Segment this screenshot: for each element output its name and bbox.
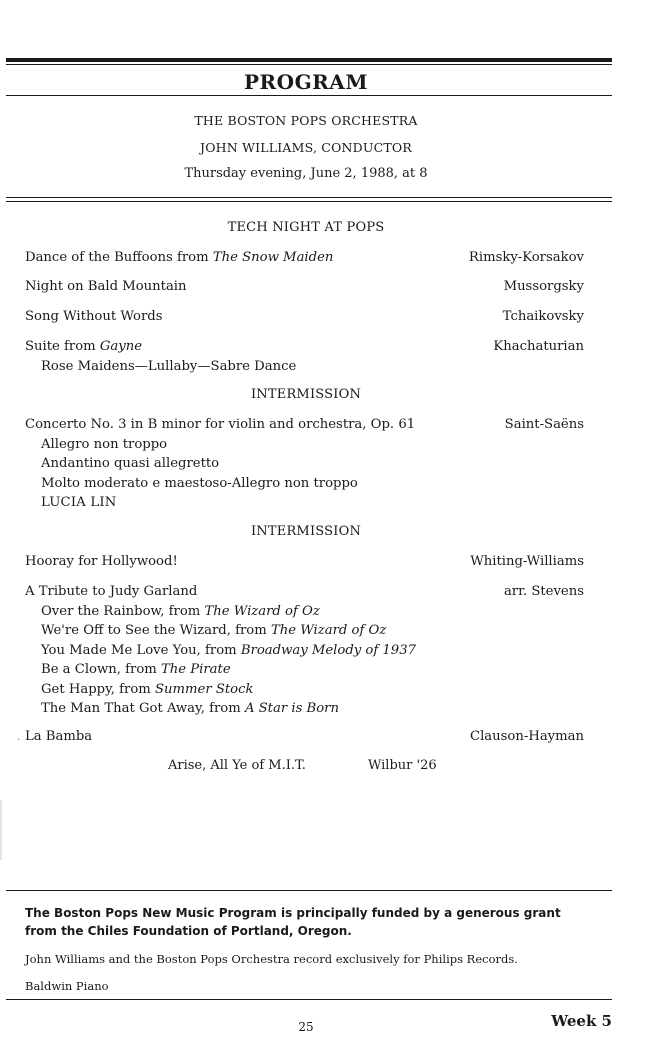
piano-note: Baldwin Piano: [25, 979, 109, 993]
encore-composer: Wilbur '26: [368, 758, 437, 773]
top-thick-rule: [6, 58, 612, 62]
composer: Mussorgsky: [503, 279, 584, 294]
conductor-line: JOHN WILLIAMS, CONDUCTOR: [200, 140, 412, 155]
song: Get Happy, from Summer Stock: [41, 681, 254, 697]
composer: Rimsky-Korsakov: [468, 250, 584, 265]
composer: Tchaikovsky: [502, 309, 584, 324]
program-item: Hooray for Hollywood! Whiting-Williams: [25, 552, 584, 572]
top-thin-rule: [6, 64, 612, 65]
title-rule: [6, 95, 612, 96]
program-item: La Bamba Clauson-Hayman: [25, 727, 584, 747]
composer: Whiting-Williams: [470, 554, 584, 569]
movement: Molto moderato e maestoso-Allegro non troppo: [41, 475, 358, 491]
page-number: 25: [298, 1020, 314, 1034]
header-double-rule-top: [6, 197, 612, 198]
composer: Saint-Saëns: [504, 417, 584, 432]
week-label: Week 5: [551, 1012, 612, 1030]
song: Over the Rainbow, from The Wizard of Oz: [41, 603, 320, 619]
bottom-rule: [6, 999, 612, 1000]
program-item: Dance of the Buffoons from The Snow Maiden Rimsky-Korsakov: [25, 248, 584, 268]
song: The Man That Got Away, from A Star is Born: [41, 701, 339, 716]
grant-note: The Boston Pops New Music Program is principally funded by a generous grant from the Chiles Foundation of Portland, Oregon.: [25, 906, 561, 938]
soloist: LUCIA LIN: [41, 495, 117, 510]
event-title: TECH NIGHT AT POPS: [227, 220, 385, 235]
song: You Made Me Love You, from Broadway Melody of 1937: [41, 642, 416, 658]
program-item-garland: A Tribute to Judy Garland arr. Stevens Over the Rainbow, from The Wizard of Oz We're Off to See the Wizard, from The Wizard of Oz You Made Me Love You, from Broadway Melody of 1937 Be a Clown, from The Pirate Get Happy, from Summer Stock The Man That Got Away, from A Star is Born: [25, 582, 584, 719]
program-item: Suite from Gayne Khachaturian Rose Maidens—Lullaby—Sabre Dance: [25, 337, 584, 376]
encore-title: Arise, All Ye of M.I.T.: [168, 758, 306, 773]
page-title: PROGRAM: [244, 70, 368, 94]
movement: Allegro non troppo: [41, 436, 168, 452]
orchestra-name: THE BOSTON POPS ORCHESTRA: [194, 113, 418, 128]
song: We're Off to See the Wizard, from The Wizard of Oz: [41, 623, 387, 638]
page-edge-shadow: [0, 800, 2, 860]
intermission-1: INTERMISSION: [250, 387, 362, 402]
movement: Andantino quasi allegretto: [41, 456, 220, 471]
arranger: arr. Stevens: [503, 584, 584, 599]
composer: Clauson-Hayman: [470, 729, 584, 744]
concert-date: Thursday evening, June 2, 1988, at 8: [184, 166, 428, 181]
program-item: Night on Bald Mountain Mussorgsky: [25, 277, 584, 297]
footer-rule: [6, 890, 612, 891]
composer: Khachaturian: [493, 339, 584, 354]
song: Be a Clown, from The Pirate: [41, 662, 231, 677]
records-note: John Williams and the Boston Pops Orchestra record exclusively for Philips Records.: [25, 952, 518, 966]
intermission-2: INTERMISSION: [250, 524, 362, 539]
suite-movements: Rose Maidens—Lullaby—Sabre Dance: [41, 358, 297, 374]
program-item-concerto: Concerto No. 3 in B minor for violin and orchestra, Op. 61 Saint-Saëns Allegro non troppo Andantino quasi allegretto Molto moderato e maestoso-Allegro non troppo LUCIA LIN: [25, 415, 584, 513]
program-item: Song Without Words Tchaikovsky: [25, 307, 584, 327]
scan-mark: .: [17, 732, 21, 743]
header-double-rule-bottom: [6, 201, 612, 202]
